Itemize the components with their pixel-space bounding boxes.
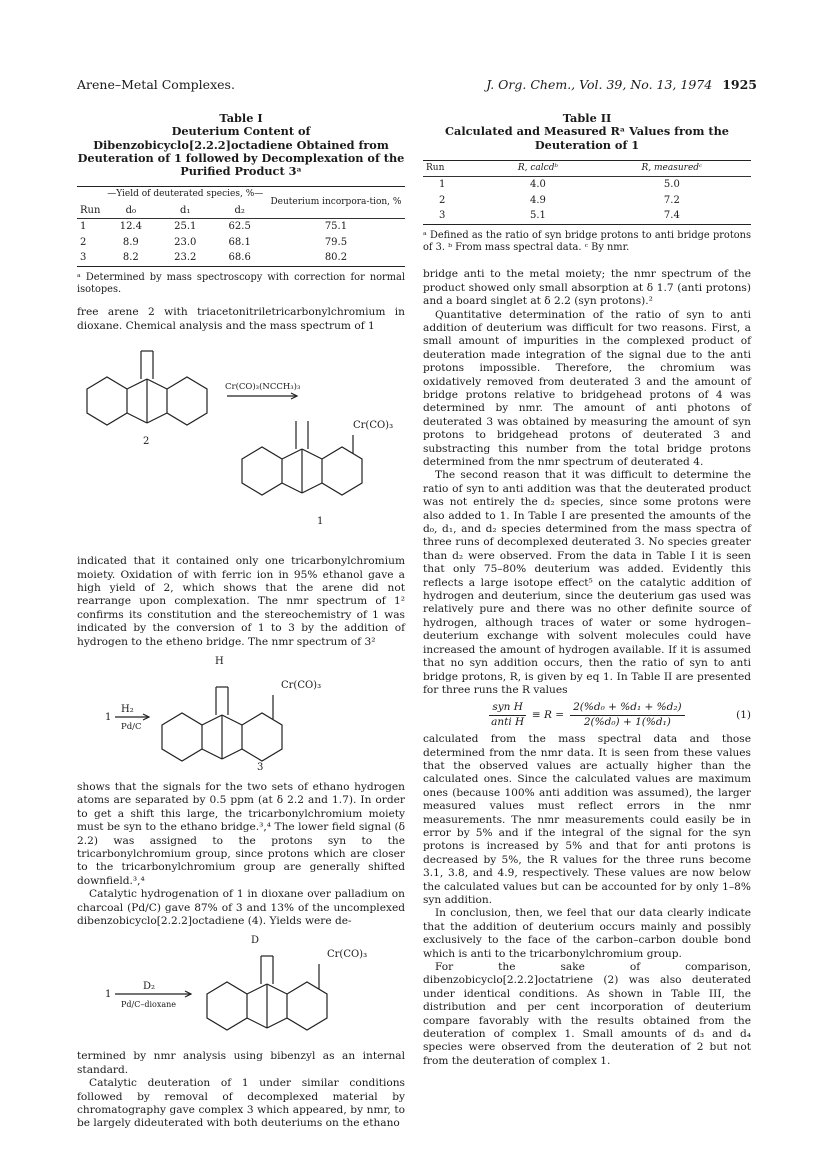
- cell: 8.2: [122, 252, 139, 264]
- cell: 68.1: [228, 236, 251, 248]
- table-row: [77, 219, 405, 235]
- journal-citation: J. Org. Chem., Vol. 39, No. 13, 1974: [486, 77, 713, 92]
- cell: 68.6: [228, 252, 251, 264]
- reactant-1-label: 1: [105, 989, 112, 1001]
- compound-2-label: 2: [143, 436, 150, 448]
- h-label: H: [215, 655, 224, 667]
- eq-lhs: [489, 701, 526, 729]
- eq-lhs-numerator: syn H: [489, 701, 526, 715]
- table2-col-calcd: R, calcdᵇ: [517, 162, 559, 173]
- table-row: [423, 208, 751, 224]
- cell: 79.5: [324, 236, 348, 248]
- paragraph: Catalytic hydrogenation of 1 in dioxane over palladium on charcoal (Pd/C) gave 87% of 3 and 13% of the uncomplexed dibenzobicyclo[2.2.2]octadiene (4). Yields were de-: [77, 888, 405, 928]
- left-column: [77, 100, 405, 1131]
- cell: 12.4: [119, 221, 142, 233]
- paragraph: bridge anti to the metal moiety; the nmr spectrum of the product showed only small absorption at δ 1.7 (anti protons) and a board singlet at δ 2.2 (syn protons).²: [423, 268, 751, 308]
- paragraph: Catalytic deuteration of 1 under similar conditions followed by removal of decomplexed material by chromatography gave complex 3 which appeared, by nmr, to be largely dideuterated with both deuteriums on the ethano: [77, 1077, 405, 1130]
- equation-number: (1): [736, 708, 751, 721]
- table1-col-d0: d₀: [125, 204, 137, 216]
- cell: 62.5: [228, 221, 251, 233]
- chromium-label: Cr(CO)₃: [281, 679, 322, 691]
- table1-footnote: ᵃ Determined by mass spectroscopy with correction for normal isotopes.: [77, 271, 405, 295]
- table2-title: Table II: [562, 111, 612, 125]
- table-row: [77, 235, 405, 250]
- table-row: [423, 193, 751, 208]
- catalyst-label: Pd/C: [121, 721, 142, 732]
- scheme-deuteration: [77, 934, 405, 1044]
- cell: 8.9: [122, 236, 139, 248]
- paragraph: Quantitative determination of the ratio of syn to anti addition of deuterium was difficult for two reasons. First, a small amount of impurities in the complexed product of deuteration made integration of the signal due to the anti protons impossible. Therefore, the chromium was oxidatively removed from deuterated 3 and the amount of bridge protons relative to bridgehead protons of 4 was determined by nmr. The amount of anti photons of deuterated 3 was obtained by measuring the amount of syn protons to bridgehead protons of deuterated 3 and substracting this number from the total bridge protons determined from the nmr spectrum of deuterated 4.: [423, 308, 751, 469]
- d-label: D: [251, 935, 260, 947]
- cell: 2: [80, 236, 87, 248]
- table2-caption: Calculated and Measured Rᵃ Values from the Deuteration of 1: [445, 124, 729, 152]
- eq-lhs-denominator: anti H: [491, 715, 525, 728]
- table2-heading: [423, 112, 751, 152]
- scheme-complexation: [77, 339, 405, 549]
- cell: 2: [439, 194, 446, 206]
- table2-col-run: Run: [426, 162, 445, 173]
- running-head-left: Arene–Metal Complexes.: [77, 77, 235, 92]
- table1: [77, 186, 405, 266]
- cell: 3: [80, 252, 87, 264]
- cell: 25.1: [174, 221, 197, 233]
- eq-rhs: [570, 701, 685, 729]
- paragraph: For the sake of comparison, dibenzobicyclo[2.2.2]octatriene (2) was also deuterated under identical conditions. As shown in Table III, the distribution and per cent incorporation of deuterium compare favorably with the results obtained from the deuteration of complex 1. Small amounts of d₃ and d₄ species were observed from the deuteration of 2 but not from the deuteration of complex 1.: [423, 961, 751, 1067]
- table1-heading: [77, 112, 405, 178]
- table-row: [77, 250, 405, 266]
- cell: 5.0: [663, 179, 680, 191]
- cell: 7.2: [663, 194, 680, 206]
- paragraph: indicated that it contained only one tricarbonylchromium moiety. Oxidation of with ferric ion in 95% ethanol gave a high yield of 2, which shows that the arene did not rearrange upon complexation. The nmr spectrum of 1² confirms its constitution and the stereochemistry of 1 was indicated by the conversion of 1 to 3 by the addition of hydrogen to the etheno bridge. The nmr spectrum of 3²: [77, 555, 405, 648]
- chromium-label: Cr(CO)₃: [327, 949, 368, 961]
- page-number: 1925: [722, 77, 757, 92]
- reagent-label: Cr(CO)₃(NCCH₃)₃: [225, 382, 301, 393]
- eq-rhs-numerator: 2(%d₀ + %d₁ + %d₂): [570, 701, 685, 715]
- chromium-label: Cr(CO)₃: [353, 420, 394, 432]
- scheme-hydrogenation: [77, 655, 405, 775]
- compound-1-label: 1: [317, 516, 324, 528]
- eq-equiv: ≡ R =: [531, 708, 565, 721]
- cell: 4.0: [530, 179, 546, 191]
- table-row: [423, 177, 751, 193]
- cell: 5.1: [530, 210, 546, 222]
- table2: [423, 160, 751, 225]
- cell: 1: [439, 179, 446, 191]
- paragraph: The second reason that it was difficult to determine the ratio of syn to anti addition was that the deuterated product was not entirely the d₂ species, since some protons were also added to 1. In Table I are presented the amounts of the d₀, d₁, and d₂ species determined from the mass spectra of three runs of decomplexed deuterated 3. No species greater than d₂ were observed. From the data in Table I it is seen that only 75–80% deuterium was added. Evidently this reflects a large isotope effect⁵ on the catalytic addition of hydrogen and deuterium, since the deuterium gas used was relatively pure and there was no other definite source of hydrogen, although traces of water or some hydrogen–deuterium exchange with solvent molecules could have increased the amount of hydrogen available. If it is assumed that no syn addition occurs, then the ratio of syn to anti bridge protons, R, is given by eq 1. In Table II are presented for three runs the R values: [423, 469, 751, 696]
- d2-label: D₂: [143, 981, 156, 993]
- cell: 80.2: [324, 252, 348, 264]
- table1-col-run: Run: [80, 204, 101, 216]
- cell: 3: [439, 210, 446, 222]
- h2-label: H₂: [121, 703, 134, 715]
- paragraph: calculated from the mass spectral data and those determined from the nmr data. It is seen from these values that the observed values are actually higher than the calculated ones. Since the calculated values are maximum ones (because 100% anti addition was assumed), the larger measured values must reflect errors in the nmr measurements. The nmr measurements could easily be in error by 5% and if the integral of the signal for the syn protons is increased by 5% and that for anti protons is decreased by 5%, the R values for the three runs become 3.1, 3.8, and 4.9, respectively. These values are now below the calculated values but can be accounted for by only 1–8% syn addition.: [423, 733, 751, 907]
- compound-3-label: 3: [257, 761, 264, 773]
- table2-footnote: ᵃ Defined as the ratio of syn bridge protons to anti bridge protons of 3. ᵇ From mass spectral data. ᶜ By nmr.: [423, 229, 751, 253]
- equation-1: [423, 701, 751, 729]
- table1-col-d1: d₁: [180, 204, 191, 216]
- cell: 75.1: [324, 221, 348, 233]
- paragraph: shows that the signals for the two sets of ethano hydrogen atoms are separated by 0.5 ppm (at δ 2.2 and 1.7). In order to get a shift this large, the tricarbonylchromium moiety must be syn to the ethano bridge.³,⁴ The lower field signal (δ 2.2) was assigned to the protons syn to the tricarbonylchromium group, since protons which are closer to the tricarbonylchromium group are generally shifted downfield.³,⁴: [77, 780, 405, 887]
- catalyst-solvent-label: Pd/C–dioxane: [121, 1000, 176, 1010]
- paragraph: termined by nmr analysis using bibenzyl as an internal standard.: [77, 1050, 405, 1076]
- table1-col-incorp: Deuterium incorpora-tion, %: [270, 197, 402, 208]
- table1-caption: Deuterium Content of Dibenzobicyclo[2.2.2]octadiene Obtained from Deuteration of 1 followed by Decomplexation of the Purified Product 3ᵃ: [77, 124, 405, 179]
- paragraph: free arene 2 with triacetonitriletricarbonylchromium in dioxane. Chemical analysis and the mass spectrum of 1: [77, 306, 405, 332]
- cell: 7.4: [663, 210, 680, 222]
- paragraph: In conclusion, then, we feel that our data clearly indicate that the addition of deuterium occurs mainly and possibly exclusively to the face of the carbon–carbon double bond which is anti to the tricarbonylchromium group.: [423, 907, 751, 960]
- table2-col-measured: R, measuredᶜ: [641, 162, 703, 173]
- cell: 1: [80, 221, 87, 233]
- eq-rhs-denominator: 2(%d₀) + 1(%d₁): [583, 715, 671, 728]
- right-column: [423, 100, 751, 1068]
- reactant-1-label: 1: [105, 711, 112, 723]
- cell: 23.0: [174, 236, 197, 248]
- table1-col-d2: d₂: [234, 204, 245, 216]
- cell: 23.2: [174, 252, 197, 264]
- running-head-right: [486, 77, 757, 92]
- cell: 4.9: [530, 194, 546, 206]
- table1-title: Table I: [219, 111, 263, 125]
- table1-group-header: —Yield of deuterated species, %—: [107, 189, 264, 200]
- structure-diagram: [77, 339, 405, 549]
